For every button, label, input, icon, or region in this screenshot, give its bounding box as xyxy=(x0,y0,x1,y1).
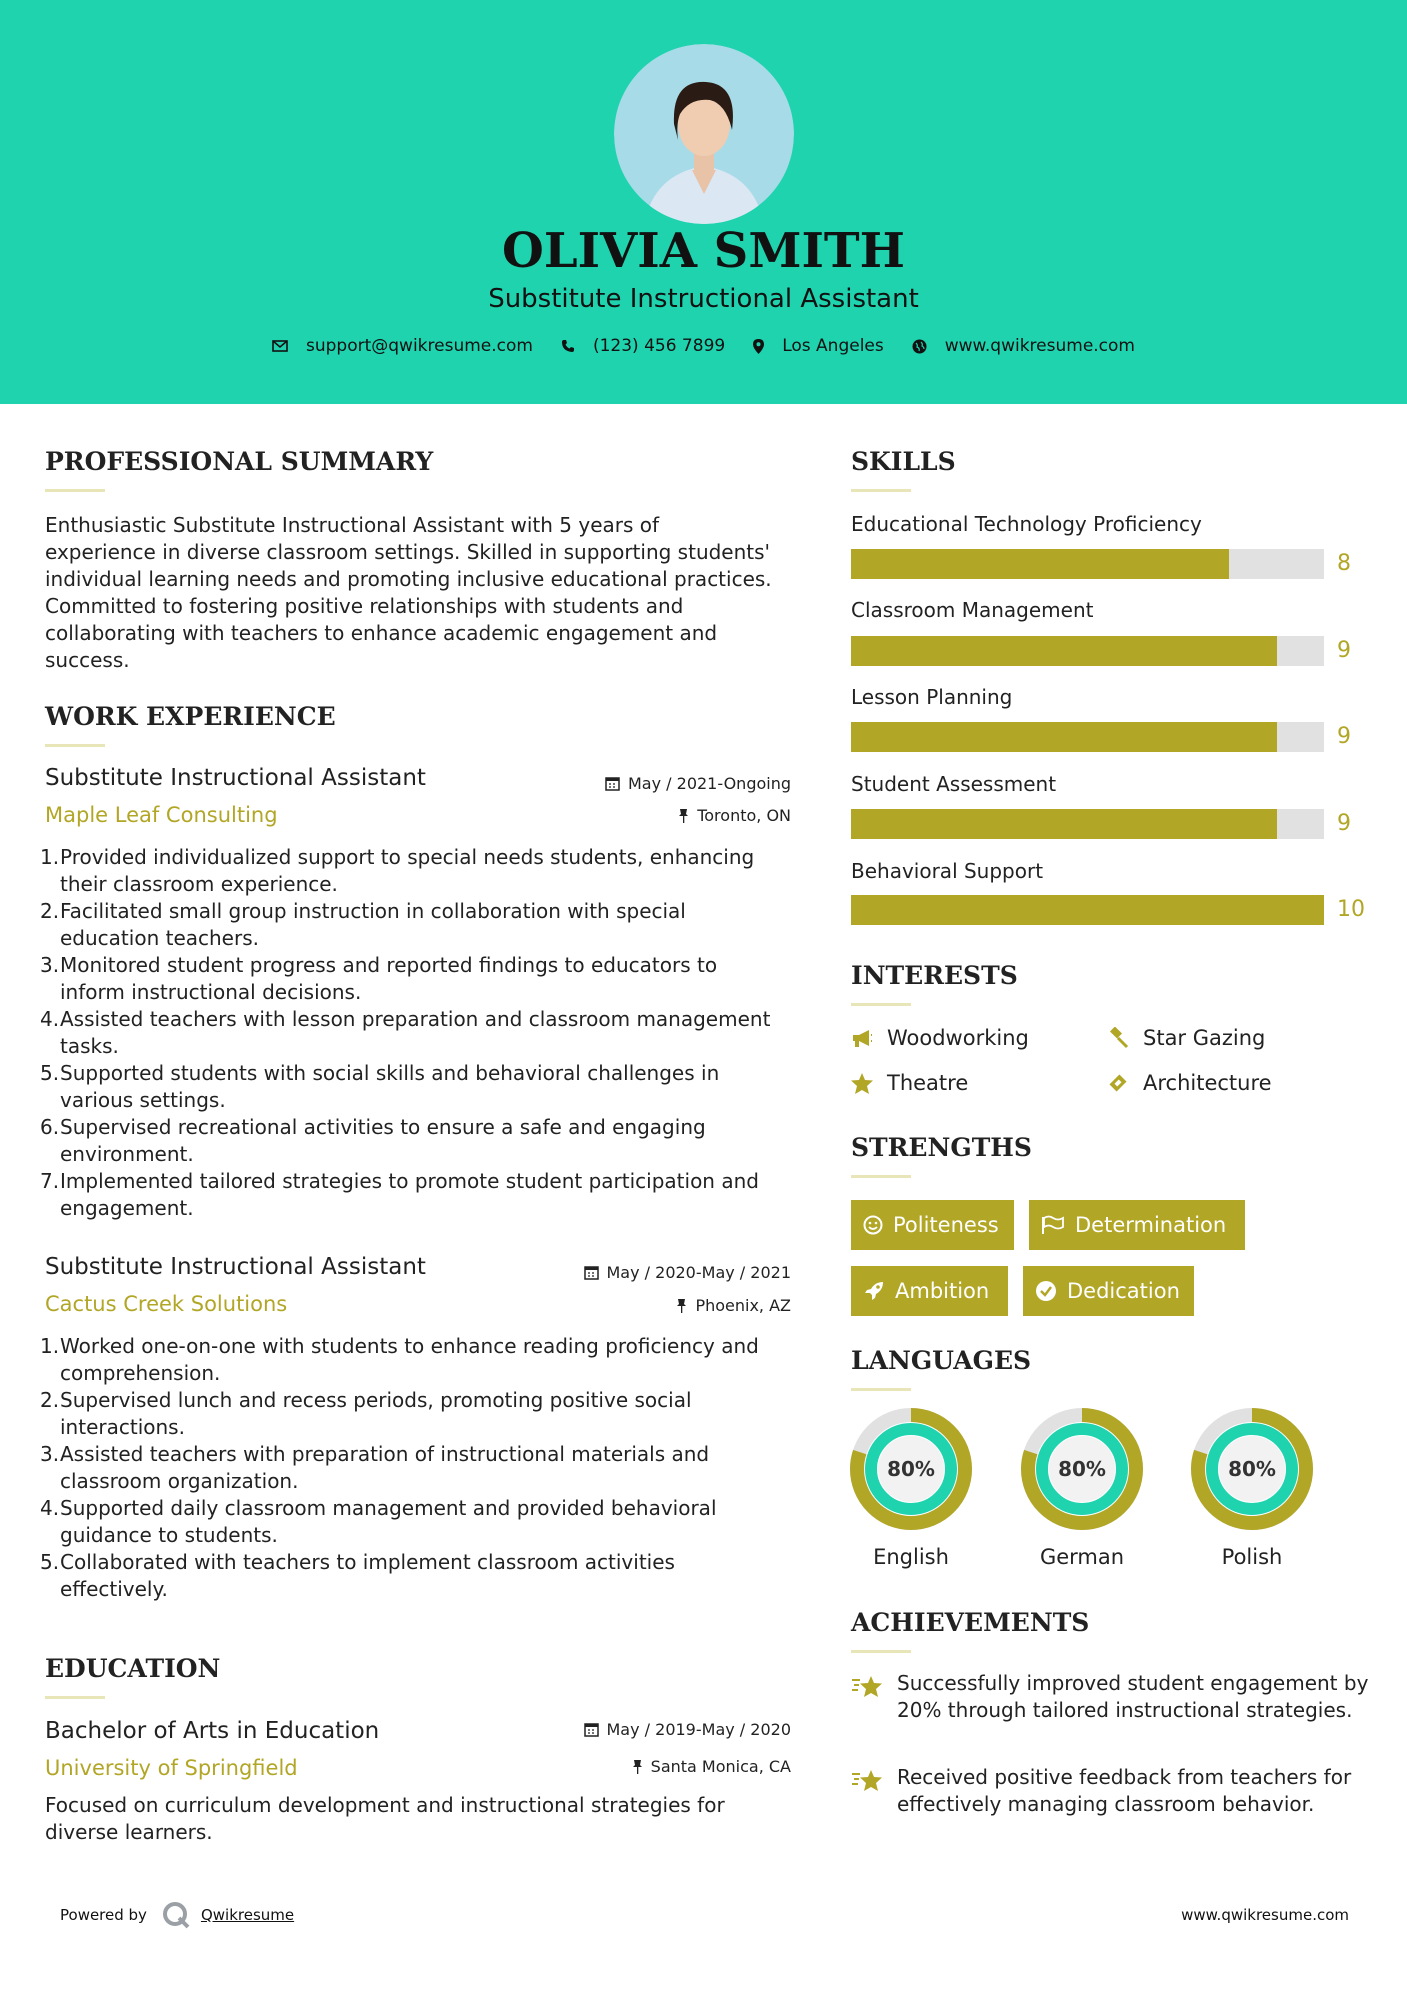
strength-label: Politeness xyxy=(893,1213,999,1237)
email-text: support@qwikresume.com xyxy=(306,336,533,356)
language-name: English xyxy=(873,1545,949,1569)
interest-label: Architecture xyxy=(1143,1071,1272,1095)
skill-name: Classroom Management xyxy=(851,598,1094,622)
skill-bar xyxy=(851,549,1324,579)
qwikresume-logo-icon xyxy=(161,1900,191,1930)
skill-value: 10 xyxy=(1337,897,1365,922)
job-location xyxy=(500,806,791,825)
job-location xyxy=(500,1296,791,1315)
check-circle-icon xyxy=(1035,1280,1057,1302)
job-dates xyxy=(500,774,791,793)
list-item: 2. Supervised lunch and recess periods, promoting positive social interactions. xyxy=(40,1388,692,1439)
education-rule xyxy=(45,1696,105,1699)
job-dates-text: May / 2020-May / 2021 xyxy=(606,1263,791,1282)
language-name: Polish xyxy=(1221,1545,1283,1569)
brand-link[interactable]: Qwikresume xyxy=(200,1906,295,1924)
list-item: 3. Assisted teachers with preparation of instructional materials and classroom organization. xyxy=(40,1442,710,1493)
summary-text: Enthusiastic Substitute Instructional Assistant with 5 years of experience in diverse classroom settings. Skilled in supporting students' individual learning needs and promoting inclusive educational practices. Committed to fostering positive relationships with students and collaborating with teachers to enhance academic engagement and success. xyxy=(45,513,772,672)
skill-bar xyxy=(851,722,1324,752)
powered-by-text: Powered by xyxy=(60,1906,147,1924)
experience-rule xyxy=(45,744,105,747)
job-bullet-list xyxy=(40,844,775,1222)
education-location-text: Santa Monica, CA xyxy=(650,1757,791,1776)
header-banner xyxy=(0,0,1407,404)
skill-value: 9 xyxy=(1337,811,1351,836)
language-gauge-polish xyxy=(1190,1407,1314,1531)
skill-name: Lesson Planning xyxy=(851,685,1013,709)
achievement-item xyxy=(851,1670,1371,1724)
skill-bar-fill xyxy=(851,895,1324,925)
skill-bar-fill xyxy=(851,809,1277,839)
list-item: 3. Monitored student progress and reported findings to educators to inform instructional decisions. xyxy=(40,953,718,1004)
languages-rule xyxy=(851,1388,911,1391)
megaphone-icon xyxy=(851,1028,873,1048)
contact-location xyxy=(753,336,884,356)
summary-rule xyxy=(45,489,105,492)
strength-label: Ambition xyxy=(895,1279,990,1303)
list-item: 6. Supervised recreational activities to ensure a safe and engaging environment. xyxy=(40,1115,706,1166)
list-item: 7. Implemented tailored strategies to promote student participation and engagement. xyxy=(40,1169,759,1220)
website-text: www.qwikresume.com xyxy=(944,336,1135,356)
job-dates-text: May / 2021-Ongoing xyxy=(628,774,791,793)
list-item: 5. Supported students with social skills and behavioral challenges in various settings. xyxy=(40,1061,720,1112)
education-dates-text: May / 2019-May / 2020 xyxy=(606,1720,791,1739)
achievement-text: Received positive feedback from teachers for effectively managing classroom behavior. xyxy=(897,1765,1352,1816)
phone-icon xyxy=(561,339,575,353)
achievement-text: Successfully improved student engagement by 20% through tailored instructional strategies. xyxy=(897,1671,1369,1722)
skill-bar xyxy=(851,636,1324,666)
experience-heading: WORK EXPERIENCE xyxy=(45,702,336,731)
company-name: Maple Leaf Consulting xyxy=(45,803,278,827)
shooting-star-icon xyxy=(851,1672,883,1700)
contact-website[interactable] xyxy=(912,336,1135,356)
list-item: 2. Facilitated small group instruction in collaboration with special education teachers. xyxy=(40,899,686,950)
interest-item xyxy=(851,1026,1029,1050)
phone-text: (123) 456 7899 xyxy=(592,336,726,356)
footer-powered-by xyxy=(60,1900,294,1930)
company-name: Cactus Creek Solutions xyxy=(45,1292,288,1316)
interest-label: Woodworking xyxy=(887,1026,1029,1050)
interest-item xyxy=(1107,1071,1272,1095)
education-description: Focused on curriculum development and instructional strategies for diverse learners. xyxy=(45,1793,725,1844)
pin-icon xyxy=(676,1298,687,1313)
strength-label: Dedication xyxy=(1067,1279,1180,1303)
education-location xyxy=(500,1757,791,1776)
interest-item xyxy=(1107,1026,1265,1050)
skill-bar xyxy=(851,895,1324,925)
skills-rule xyxy=(851,489,911,492)
job-location-text: Toronto, ON xyxy=(697,806,791,825)
gavel-icon xyxy=(1107,1027,1129,1049)
smile-icon xyxy=(863,1215,883,1235)
strength-badge xyxy=(1023,1266,1194,1316)
summary-heading: PROFESSIONAL SUMMARY xyxy=(45,447,434,476)
envelope-icon xyxy=(272,340,288,352)
degree-title: Bachelor of Arts in Education xyxy=(45,1718,380,1744)
interest-label: Theatre xyxy=(887,1071,969,1095)
list-item: 4. Assisted teachers with lesson preparation and classroom management tasks. xyxy=(40,1007,771,1058)
profile-photo xyxy=(614,44,794,224)
skill-name: Behavioral Support xyxy=(851,859,1044,883)
school-name: University of Springfield xyxy=(45,1756,298,1780)
strength-badge xyxy=(851,1200,1014,1250)
shooting-star-icon xyxy=(851,1766,883,1794)
gauge-percent-label: 80% xyxy=(1058,1457,1106,1481)
job-dates xyxy=(500,1263,791,1282)
list-item: 5. Collaborated with teachers to implement classroom activities effectively. xyxy=(40,1550,675,1601)
language-gauge-german xyxy=(1020,1407,1144,1531)
skill-bar-fill xyxy=(851,636,1277,666)
ticket-icon xyxy=(1107,1072,1129,1094)
languages-heading: LANGUAGES xyxy=(851,1346,1032,1375)
achievements-rule xyxy=(851,1650,911,1653)
language-gauge-english xyxy=(849,1407,973,1531)
interests-rule xyxy=(851,1003,911,1006)
skill-value: 9 xyxy=(1337,724,1351,749)
strengths-heading: STRENGTHS xyxy=(851,1133,1032,1162)
strength-badge xyxy=(851,1266,1008,1316)
job-title: Substitute Instructional Assistant xyxy=(45,765,426,791)
interest-item xyxy=(851,1071,968,1095)
interests-heading: INTERESTS xyxy=(851,961,1018,990)
list-item: 4. Supported daily classroom management and provided behavioral guidance to students. xyxy=(40,1496,717,1547)
skill-bar-fill xyxy=(851,549,1229,579)
calendar-icon xyxy=(584,1722,599,1737)
skill-name: Educational Technology Proficiency xyxy=(851,512,1202,536)
gauge-percent-label: 80% xyxy=(887,1457,935,1481)
contact-email[interactable] xyxy=(272,336,533,356)
list-item: 1. Provided individualized support to special needs students, enhancing their classroom experience. xyxy=(40,845,755,896)
calendar-icon xyxy=(605,776,620,791)
job-title: Substitute Instructional Assistant xyxy=(45,1254,426,1280)
footer-website[interactable]: www.qwikresume.com xyxy=(1181,1906,1349,1924)
education-dates xyxy=(500,1720,791,1739)
education-heading: EDUCATION xyxy=(45,1654,221,1683)
job-bullet-list xyxy=(40,1333,775,1603)
rocket-icon xyxy=(863,1280,885,1302)
strengths-rule xyxy=(851,1175,911,1178)
gauge-percent-label: 80% xyxy=(1228,1457,1276,1481)
star-icon xyxy=(851,1073,873,1094)
location-text: Los Angeles xyxy=(782,336,884,356)
achievements-heading: ACHIEVEMENTS xyxy=(851,1608,1090,1637)
achievement-item xyxy=(851,1764,1371,1818)
strength-badge xyxy=(1029,1200,1245,1250)
contact-bar xyxy=(0,336,1407,356)
list-item: 1. Worked one-on-one with students to enhance reading proficiency and comprehension. xyxy=(40,1334,759,1385)
language-name: German xyxy=(1039,1545,1125,1569)
pin-icon xyxy=(632,1759,643,1774)
skill-name: Student Assessment xyxy=(851,772,1057,796)
candidate-title: Substitute Instructional Assistant xyxy=(488,284,919,314)
skill-value: 8 xyxy=(1337,551,1351,576)
skills-heading: SKILLS xyxy=(851,447,956,476)
skill-bar-fill xyxy=(851,722,1277,752)
interest-label: Star Gazing xyxy=(1143,1026,1266,1050)
globe-icon xyxy=(912,339,927,354)
candidate-name: OLIVIA SMITH xyxy=(502,223,905,279)
contact-phone[interactable] xyxy=(561,336,725,356)
skill-bar xyxy=(851,809,1324,839)
strength-label: Determination xyxy=(1075,1213,1227,1237)
pin-icon xyxy=(678,808,689,823)
flag-icon xyxy=(1041,1215,1065,1235)
map-pin-icon xyxy=(753,339,764,354)
calendar-icon xyxy=(584,1265,599,1280)
skill-value: 9 xyxy=(1337,638,1351,663)
job-location-text: Phoenix, AZ xyxy=(695,1296,791,1315)
